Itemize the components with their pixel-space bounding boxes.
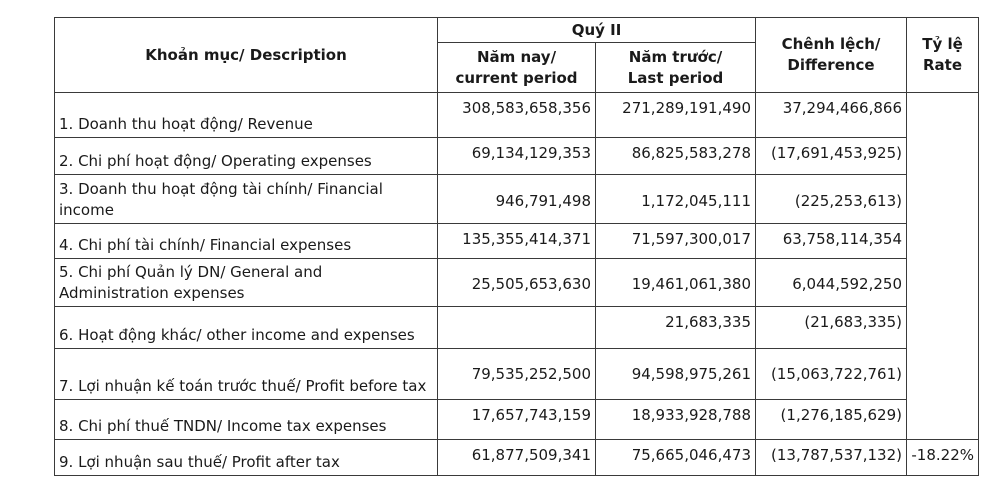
row-last-value: 86,825,583,278 <box>596 138 756 175</box>
row-current-value: 25,505,653,630 <box>438 259 596 307</box>
difference-header <box>756 18 907 93</box>
row-difference-value: 63,758,114,354 <box>756 224 907 259</box>
row-difference-value: 6,044,592,250 <box>756 259 907 307</box>
table-row <box>55 307 979 349</box>
row-rate-value <box>907 349 979 400</box>
table-row <box>55 349 979 400</box>
current-period-header <box>438 43 596 93</box>
row-description: 7. Lợi nhuận kế toán trước thuế/ Profit before tax <box>55 349 438 400</box>
table-row <box>55 224 979 259</box>
row-rate-value <box>907 307 979 349</box>
rate-header-line1: Tỷ lệ <box>922 35 963 53</box>
row-difference-value: (1,276,185,629) <box>756 400 907 440</box>
last-period-header-line1: Năm trước/ <box>628 47 723 66</box>
row-difference-value: (15,063,722,761) <box>756 349 907 400</box>
row-last-value: 21,683,335 <box>596 307 756 349</box>
row-rate-value <box>907 224 979 259</box>
row-current-value: 79,535,252,500 <box>438 349 596 400</box>
last-period-header-line2: Last period <box>627 68 724 87</box>
rate-header-line2: Rate <box>922 56 963 74</box>
quarter-header-label: Quý II <box>571 20 622 39</box>
description-header <box>55 18 438 93</box>
row-current-value: 69,134,129,353 <box>438 138 596 175</box>
row-last-value: 94,598,975,261 <box>596 349 756 400</box>
row-last-value: 18,933,928,788 <box>596 400 756 440</box>
row-current-value: 308,583,658,356 <box>438 93 596 138</box>
row-current-value: 61,877,509,341 <box>438 440 596 476</box>
table-row <box>55 440 979 476</box>
row-last-value: 71,597,300,017 <box>596 224 756 259</box>
table-row <box>55 175 979 224</box>
row-last-value: 75,665,046,473 <box>596 440 756 476</box>
rate-header <box>907 18 979 93</box>
table-row <box>55 138 979 175</box>
row-description: 6. Hoạt động khác/ other income and expenses <box>55 307 438 349</box>
row-difference-value: (225,253,613) <box>756 175 907 224</box>
row-description: 5. Chi phí Quản lý DN/ General and Administration expenses <box>55 259 438 307</box>
row-last-value: 271,289,191,490 <box>596 93 756 138</box>
row-rate-value <box>907 400 979 440</box>
row-difference-value: (17,691,453,925) <box>756 138 907 175</box>
current-period-header-line1: Năm nay/ <box>476 47 557 66</box>
description-header-label: Khoản mục/ Description <box>145 45 347 64</box>
row-current-value: 17,657,743,159 <box>438 400 596 440</box>
row-last-value: 1,172,045,111 <box>596 175 756 224</box>
table-row <box>55 93 979 138</box>
last-period-header <box>596 43 756 93</box>
table-row <box>55 259 979 307</box>
row-description: 9. Lợi nhuận sau thuế/ Profit after tax <box>55 440 438 476</box>
row-difference-value: 37,294,466,866 <box>756 93 907 138</box>
row-description: 1. Doanh thu hoạt động/ Revenue <box>55 93 438 138</box>
row-rate-value: -18.22% <box>907 440 979 476</box>
row-difference-value: (13,787,537,132) <box>756 440 907 476</box>
current-period-header-line2: current period <box>455 68 578 87</box>
row-last-value: 19,461,061,380 <box>596 259 756 307</box>
row-description: 3. Doanh thu hoạt động tài chính/ Financial income <box>55 175 438 224</box>
row-current-value <box>438 307 596 349</box>
difference-header-line2: Difference <box>787 56 875 74</box>
row-description: 4. Chi phí tài chính/ Financial expenses <box>55 224 438 259</box>
difference-header-line1: Chênh lệch/ <box>781 35 881 53</box>
row-rate-value <box>907 175 979 224</box>
financial-results-table <box>54 17 979 476</box>
row-description: 2. Chi phí hoạt động/ Operating expenses <box>55 138 438 175</box>
row-rate-value <box>907 259 979 307</box>
table-row <box>55 400 979 440</box>
quarter-header <box>438 18 756 43</box>
row-difference-value: (21,683,335) <box>756 307 907 349</box>
row-rate-value <box>907 138 979 175</box>
row-current-value: 946,791,498 <box>438 175 596 224</box>
row-description: 8. Chi phí thuế TNDN/ Income tax expenses <box>55 400 438 440</box>
row-current-value: 135,355,414,371 <box>438 224 596 259</box>
row-rate-value <box>907 93 979 138</box>
